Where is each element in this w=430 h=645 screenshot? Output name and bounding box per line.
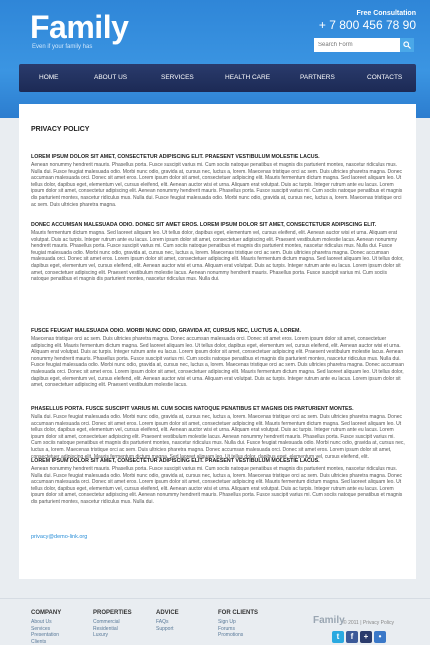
footer-link[interactable]: Residential	[93, 625, 118, 632]
footer-link[interactable]: Support	[156, 625, 174, 632]
footer-link[interactable]: Presentation	[31, 632, 60, 638]
section-heading: LOREM IPSUM DOLOR SIT AMET, CONSECTETUR ADIPISCING ELIT. PRAESENT VESTIBULUM MOLESTIE LACUS.	[31, 154, 320, 160]
section-text: Maecenas tristique orci ac sem. Duis ultricies pharetra magna. Donec accumsan malesuada orci. Donec sit amet eros. Lorem ipsum dolor sit amet, consectetuer adipiscing elit. Mauris fermentum dictum magna. Sed laoreet aliquam leo. Ut tellus dolor, dapibus eget, elementum vel, cursus eleifend, elit. Aenean auctor wisi et urna. Aliquam erat volutpat. Duis ac turpis. Integer rutrum ante eu lacus. Lorem ipsum dolor sit amet, consectetuer adipiscing elit. Praesent vestibulum molestie lacus. Aenean nonummy hendrerit mauris. Phasellus porta. Fusce suscipit varius mi. Cum sociis natoque penatibus et magnis dis parturient montes, nascetur ridiculus mus. Nulla dui. Fusce feugiat malesuada odio. Morbi nunc odio, gravida at, cursus nec, luctus a, lorem. Maecenas tristique orci ac sem. Duis ultricies pharetra magna. Donec accumsan malesuada orci. Donec sit amet eros. Lorem ipsum dolor sit amet, consectetuer adipiscing elit. Mauris fermentum dictum magna. Sed laoreet aliquam leo. Ut tellus dolor, dapibus eget, elementum vel, cursus eleifend, elit. Aenean auctor wisi et urna. Aliquam erat volutpat. Duis ac turpis. Integer rutrum ante eu lacus. Lorem ipsum dolor sit amet, consectetuer adipiscing elit. Praesent vestibulum molestie lacus.	[31, 336, 404, 389]
footer-copyright: © 2011 | Privacy Policy	[343, 620, 395, 626]
phone-number: + 7 800 456 78 90	[318, 18, 416, 32]
footer-link[interactable]: Sign Up	[218, 619, 236, 625]
section-heading: LOREM IPSUM DOLOR SIT AMET, CONSECTETUR ADIPISCING ELIT. PRAESENT VESTIBULUM MOLESTIE LACUS.	[31, 458, 320, 464]
privacy-email-link[interactable]: privacy@demo-link.org	[31, 534, 88, 540]
search-icon	[403, 41, 411, 49]
policy-section	[31, 154, 405, 208]
nav-item-partners[interactable]: PARTNERS	[300, 74, 335, 81]
policy-section	[31, 458, 405, 506]
site-header	[0, 0, 430, 118]
section-text: Aenean nonummy hendrerit mauris. Phasellus porta. Fusce suscipit varius mi. Cum sociis natoque penatibus et magnis dis parturient montes, nascetur ridiculus mus. Nulla dui. Fusce feugiat malesuada odio. Morbi nunc odio, gravida at, cursus nec, luctus a, lorem. Maecenas tristique orci ac sem. Duis ultricies pharetra magna. Donec accumsan malesuada orci. Donec sit amet eros. Lorem ipsum dolor sit amet, consectetuer adipiscing elit. Mauris fermentum dictum magna. Sed laoreet aliquam leo. Ut tellus dolor, dapibus eget, elementum vel, cursus eleifend, elit. Aenean auctor wisi et urna. Aliquam erat volutpat. Duis ac turpis. Integer rutrum ante eu lacus. Lorem ipsum dolor sit amet, consectetur adipiscing elit. Aenean nonummy hendrerit mauris. Phasellus porta. Fusce suscipit varius mi. Cum sociis natoque penatibus et magnis dis parturient montes, nascetur ridiculus mus. Nulla dui.	[31, 466, 403, 505]
site-footer	[19, 610, 416, 645]
footer-link[interactable]: Promotions	[218, 632, 244, 638]
search-input[interactable]	[314, 38, 400, 52]
nav-item-about-us[interactable]: ABOUT US	[94, 74, 128, 81]
search-form	[314, 38, 414, 52]
footer-link[interactable]: Clients	[31, 638, 47, 645]
policy-section	[31, 406, 405, 460]
section-heading: PHASELLUS PORTA. FUSCE SUSCIPIT VARIUS MI. CUM SOCIIS NATOQUE PENATIBUS ET MAGNIS DIS PARTURIENT MONTES.	[31, 406, 354, 412]
page-title: PRIVACY POLICY	[31, 126, 90, 133]
section-heading: DONEC ACCUMSAN MALESUADA ODIO. DONEC SIT AMET EROS. LOREM IPSUM DOLOR SIT AMET, CONSECTETUER ADIPISCING ELIT.	[31, 222, 377, 228]
footer-link[interactable]: FAQs	[156, 619, 169, 625]
section-text: Aenean nonummy hendrerit mauris. Phasellus porta. Fusce suscipit varius mi. Cum sociis natoque penatibus et magnis dis parturient montes, nascetur ridiculus mus. Nulla dui. Fusce feugiat malesuada odio. Morbi nunc odio, gravida at, cursus nec, luctus a, lorem. Maecenas tristique orci ac sem. Duis ultricies pharetra magna. Donec accumsan malesuada orci. Donec sit amet eros. Lorem ipsum dolor sit amet, consectetuer adipiscing elit. Mauris fermentum dictum magna. Sed laoreet aliquam leo. Ut tellus dolor, dapibus eget, elementum vel, cursus eleifend, elit. Aenean auctor wisi et urna. Aliquam erat volutpat. Duis ac turpis. Integer rutrum ante eu lacus. Lorem ipsum dolor sit amet, consectetur adipiscing elit. Aenean nonummy hendrerit mauris. Phasellus porta. Fusce suscipit varius mi. Cum sociis natoque penatibus et magnis dis parturient montes, nascetur ridiculus mus. Nulla dui. Fusce feugiat malesuada odio. Morbi nunc odio, gravida at, cursus nec, luctus a, lorem. Maecenas tristique orci ac sem. Duis ultricies pharetra magna.	[31, 162, 403, 208]
site-tagline: Even if your family has	[32, 44, 93, 50]
footer-link[interactable]: Forums	[218, 625, 235, 632]
site-logo[interactable]: Family	[30, 9, 129, 45]
section-heading: FUSCE FEUGIAT MALESUADA ODIO. MORBI NUNC ODIO, GRAVIDA AT, CURSUS NEC, LUCTUS A, LOREM.	[31, 328, 301, 334]
footer-link[interactable]: About Us	[31, 619, 52, 625]
facebook-icon[interactable]: f	[346, 631, 358, 643]
policy-section	[31, 328, 405, 389]
footer-divider	[0, 598, 430, 599]
nav-item-contacts[interactable]: CONTACTS	[367, 74, 403, 81]
section-text: Nulla dui. Fusce feugiat malesuada odio. Morbi nunc odio, gravida at, cursus nec, luctus a, lorem. Maecenas tristique orci ac sem. Duis ultricies pharetra magna. Donec accumsan malesuada orci. Donec sit amet eros. Lorem ipsum dolor sit amet, consectetuer adipiscing elit. Mauris fermentum dictum magna. Sed laoreet aliquam leo. Ut tellus dolor, dapibus eget, elementum vel, cursus eleifend, elit. Aenean auctor wisi et urna. Aliquam erat volutpat. Duis ac turpis. Integer rutrum ante eu lacus. Lorem ipsum dolor sit amet, consectetuer adipiscing elit. Praesent vestibulum molestie lacus. Aenean nonummy hendrerit mauris. Phasellus porta. Fusce suscipit varius mi. Cum sociis natoque penatibus et magnis dis parturient montes, nascetur ridiculus mus. Nulla dui. Fusce feugiat malesuada odio. Morbi nunc odio, gravida at, cursus nec, luctus a, lorem. Maecenas tristique orci ac sem. Duis ultricies pharetra magna. Donec accumsan malesuada orci. Donec sit amet eros. Lorem ipsum dolor sit amet, consectetuer adipiscing elit. Mauris fermentum dictum magna. Sed laoreet aliquam leo. Ut tellus dolor, dapibus eget, elementum vel, cursus eleifend, elit.	[31, 414, 405, 460]
nav-item-health-care[interactable]: HEALTH CARE	[225, 74, 271, 81]
footer-column-title: ADVICE	[156, 610, 179, 616]
twitter-icon[interactable]: t	[332, 631, 344, 643]
rss-icon[interactable]: •	[374, 631, 386, 643]
footer-column-advice	[156, 610, 179, 632]
nav-item-home[interactable]: HOME	[39, 74, 59, 81]
section-text: Mauris fermentum dictum magna. Sed laoreet aliquam leo. Ut tellus dolor, dapibus eget, elementum vel, cursus eleifend, elit. Aenean auctor wisi et urna. Aliquam erat volutpat. Duis ac turpis. Integer rutrum ante eu lacus. Lorem ipsum dolor sit amet, consectetuer adipiscing elit. Praesent vestibulum molestie lacus. Aenean nonummy hendrerit mauris. Phasellus porta. Fusce suscipit varius mi. Cum sociis natoque penatibus et magnis dis parturient montes, nascetur ridiculus mus. Nulla dui. Fusce feugiat malesuada odio. Morbi nunc odio, gravida at, cursus nec, luctus a, lorem. Maecenas tristique orci ac sem. Duis ultricies pharetra magna. Donec accumsan malesuada orci. Donec sit amet eros. Lorem ipsum dolor sit amet, consectetuer adipiscing elit. Mauris fermentum dictum magna. Sed laoreet aliquam leo. Ut tellus dolor, dapibus eget, elementum vel, cursus eleifend, elit. Aenean auctor wisi et urna. Aliquam erat volutpat. Duis ac turpis. Integer rutrum ante eu lacus. Lorem ipsum dolor sit amet, consectetuer adipiscing elit. Praesent vestibulum molestie lacus. Aenean nonummy hendrerit mauris. Phasellus porta. Fusce suscipit varius mi. Cum sociis natoque penatibus et magnis dis parturient montes, nascetur ridiculus mus. Nulla dui.	[31, 230, 404, 283]
footer-column-title: FOR CLIENTS	[218, 610, 258, 616]
footer-column-title: PROPERTIES	[93, 610, 132, 616]
footer-column-for-clients	[218, 610, 258, 639]
footer-link[interactable]: Services	[31, 625, 51, 632]
footer-column-properties	[93, 610, 132, 639]
footer-link[interactable]: Luxury	[93, 632, 109, 638]
footer-column-title: COMPANY	[31, 610, 62, 616]
footer-logo[interactable]: Family	[313, 615, 345, 626]
main-content	[19, 104, 416, 579]
footer-link[interactable]: Commercial	[93, 619, 120, 625]
search-button[interactable]	[400, 38, 414, 52]
main-nav	[19, 64, 416, 92]
policy-section	[31, 222, 405, 283]
consultation-label: Free Consultation	[356, 10, 416, 17]
nav-item-services[interactable]: SERVICES	[161, 74, 194, 81]
plus-icon[interactable]: +	[360, 631, 372, 643]
footer-column-company	[31, 610, 61, 645]
